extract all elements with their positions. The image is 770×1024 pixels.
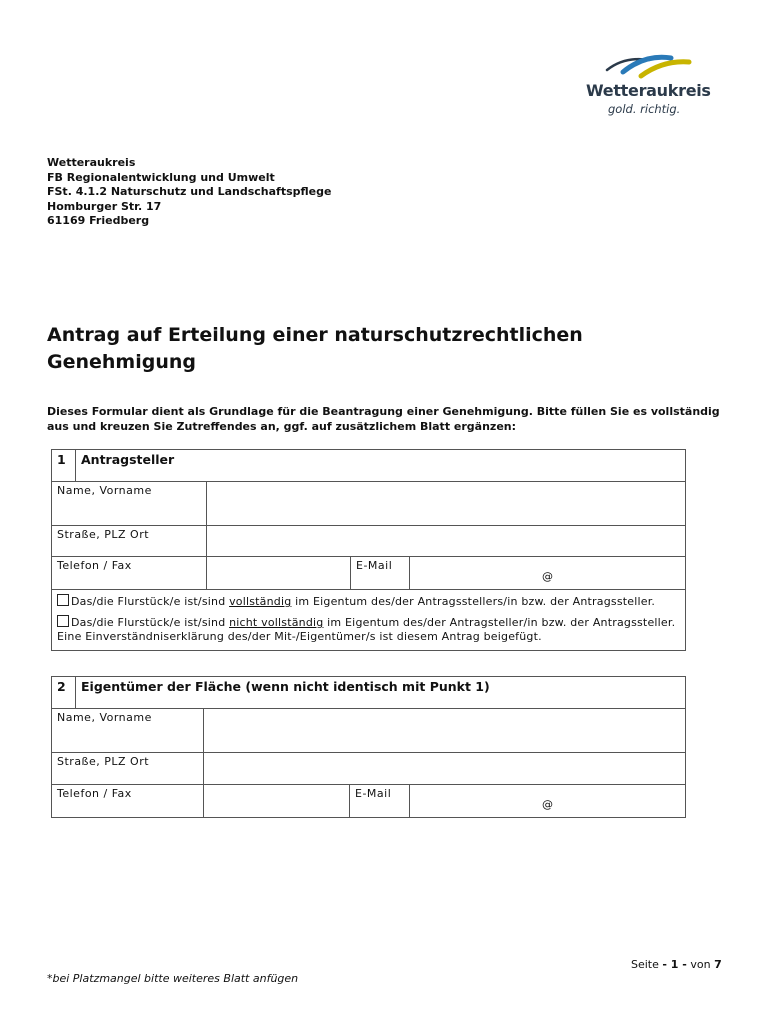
checkbox-full-ownership[interactable]: [57, 594, 69, 606]
form-title: Antrag auf Erteilung einer naturschutzrechtlichen Genehmigung: [47, 324, 583, 373]
street-field[interactable]: [207, 526, 686, 557]
ownership-options: [52, 590, 686, 651]
email-label: E-Mail: [351, 557, 410, 590]
owner-phone-field[interactable]: [204, 785, 350, 818]
street-label: Straße, PLZ Ort: [52, 526, 207, 557]
section-1-table: [51, 449, 686, 651]
address-line: 61169 Friedberg: [47, 214, 150, 228]
name-label: Name, Vorname: [52, 482, 207, 526]
section-2-heading: Eigentümer der Fläche (wenn nicht identisch mit Punkt 1): [76, 677, 686, 709]
owner-phone-label: Telefon / Fax: [52, 785, 204, 818]
logo-name: Wetteraukreis: [586, 81, 711, 100]
wetteraukreis-logo: [580, 50, 720, 120]
logo-slogan: gold. richtig.: [608, 102, 681, 116]
owner-street-label: Straße, PLZ Ort: [52, 753, 204, 785]
owner-name-label: Name, Vorname: [52, 709, 204, 753]
section-2-table: [51, 676, 686, 818]
recipient-address: [47, 156, 331, 229]
owner-email-label: E-Mail: [350, 785, 410, 818]
email-field[interactable]: @: [410, 557, 686, 590]
address-line: FB Regionalentwicklung und Umwelt: [47, 170, 275, 184]
option-partial-ownership: Das/die Flurstück/e ist/sind nicht vollständig im Eigentum des/der Antragsteller/in bzw. der Antragssteller. Eine Einverständniserklärung des/der Mit-/Eigentümer/s ist diesem Antrag beigefügt.: [57, 616, 676, 643]
address-line: Wetteraukreis: [47, 156, 136, 169]
section-1-number: 1: [52, 450, 76, 482]
page-number: Seite - 1 - von 7: [631, 958, 722, 971]
section-1-heading: Antragsteller: [76, 450, 686, 482]
option-full-ownership: Das/die Flurstück/e ist/sind vollständig im Eigentum des/der Antragsstellers/in bzw. der Antragssteller.: [57, 594, 680, 609]
logo-swoosh-icon: [605, 50, 695, 80]
name-field[interactable]: [207, 482, 686, 526]
phone-field[interactable]: [207, 557, 351, 590]
phone-label: Telefon / Fax: [52, 557, 207, 590]
owner-email-field[interactable]: @: [410, 785, 686, 818]
checkbox-partial-ownership[interactable]: [57, 615, 69, 627]
address-line: Homburger Str. 17: [47, 199, 162, 213]
footnote: *bei Platzmangel bitte weiteres Blatt anfügen: [47, 972, 299, 985]
section-2-number: 2: [52, 677, 76, 709]
address-line: FSt. 4.1.2 Naturschutz und Landschaftspflege: [47, 185, 332, 199]
owner-name-field[interactable]: [204, 709, 686, 753]
owner-street-field[interactable]: [204, 753, 686, 785]
form-intro: Dieses Formular dient als Grundlage für die Beantragung einer Genehmigung. Bitte füllen Sie es vollständig aus und kreuzen Sie Zutreffendes an, ggf. auf zusätzlichem Blatt ergänzen:: [47, 405, 720, 433]
